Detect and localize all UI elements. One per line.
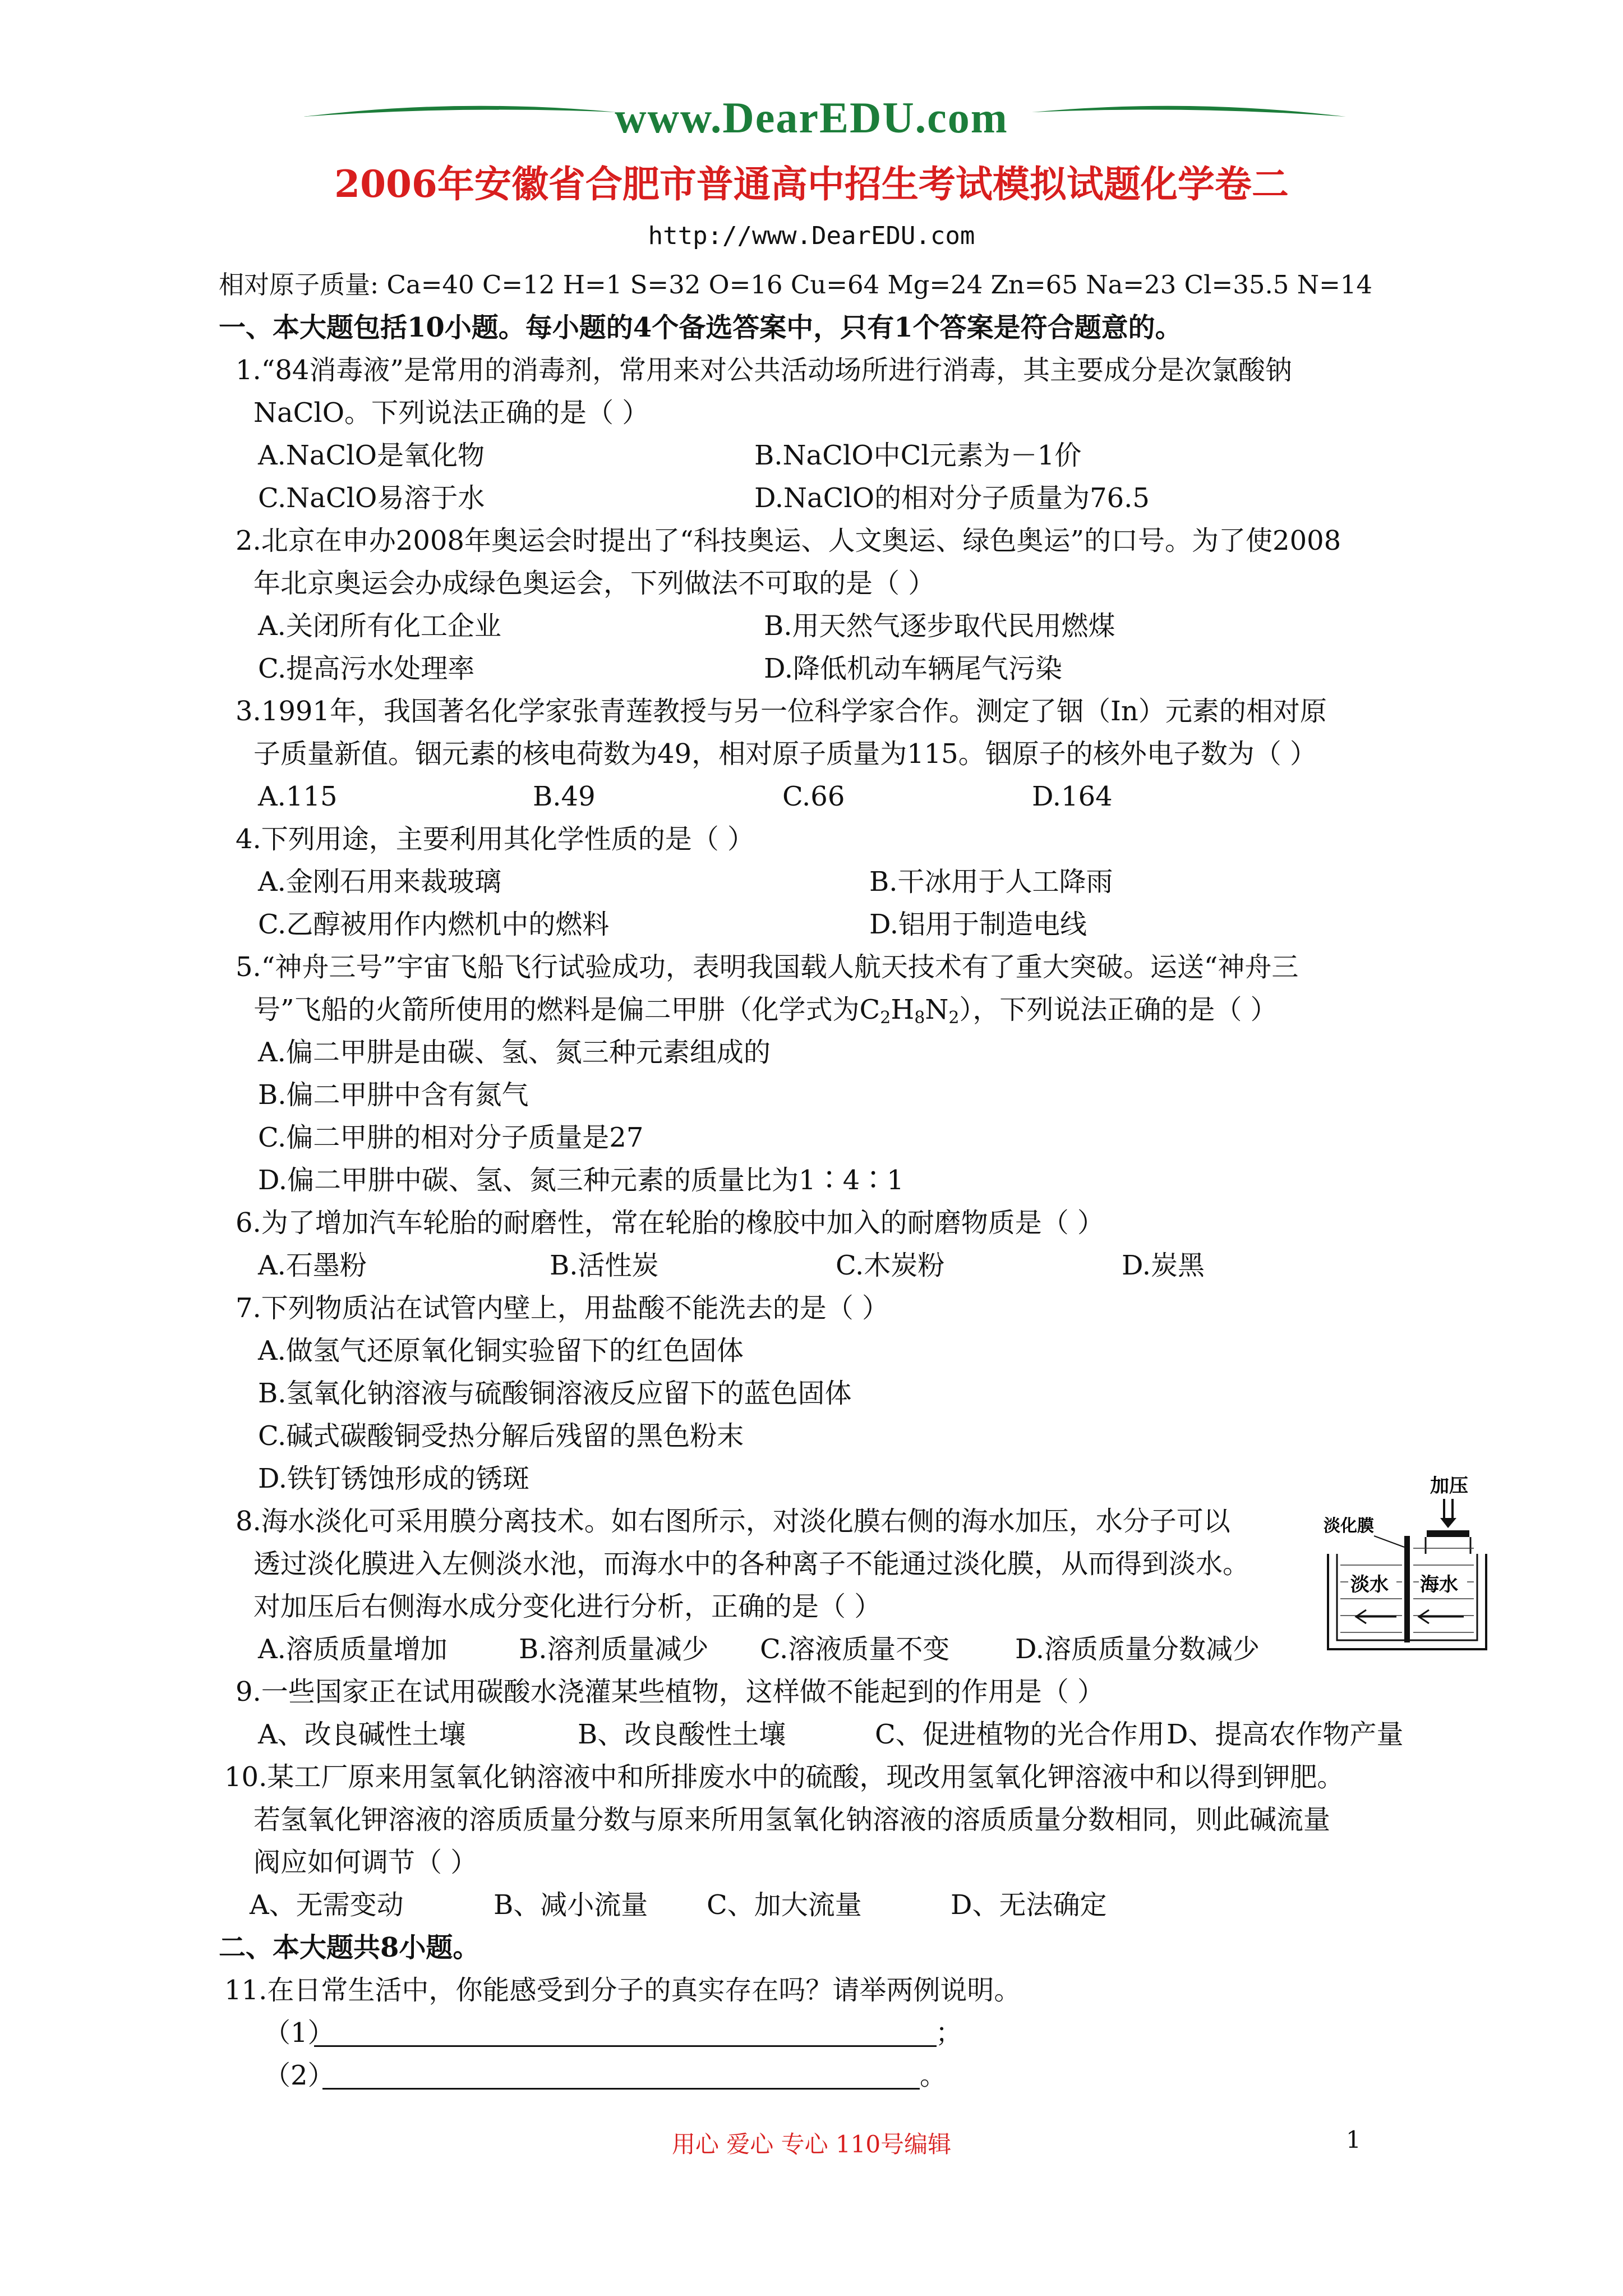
q1-line2: NaClO。下列说法正确的是（ ） xyxy=(253,397,649,429)
q7-option-a: A.做氢气还原氧化铜实验留下的红色固体 xyxy=(258,1335,744,1366)
formula-element: H xyxy=(891,994,915,1025)
q2-option-d: D.降低机动车辆尾气污染 xyxy=(764,653,1063,684)
q3-line1: 3.1991年，我国著名化学家张青莲教授与另一位科学家合作。测定了铟（In）元素的相对原 xyxy=(236,696,1327,727)
q7-option-b: B.氢氧化钠溶液与硫酸铜溶液反应留下的蓝色固体 xyxy=(258,1378,852,1409)
q6-option-b: B.活性炭 xyxy=(550,1250,659,1281)
section2-heading: 二、本大题共8小题。 xyxy=(219,1932,480,1963)
q5-line2 xyxy=(253,993,1278,1035)
q9-option-b: B、改良酸性土壤 xyxy=(578,1719,786,1750)
q4-option-c: C.乙醇被用作内燃机中的燃料 xyxy=(258,909,610,940)
q6-option-a: A.石墨粉 xyxy=(258,1250,367,1281)
q4-option-b: B.干冰用于人工降雨 xyxy=(869,866,1113,898)
sea-water-label: 海水 xyxy=(1420,1574,1458,1595)
q11-answer-blank-2[interactable] xyxy=(322,2088,920,2090)
q7-option-d: D.铁钉锈蚀形成的锈斑 xyxy=(258,1463,530,1494)
q1-option-b: B.NaClO中Cl元素为－1价 xyxy=(754,440,1082,471)
q5-option-c: C.偏二甲肼的相对分子质量是27 xyxy=(258,1122,644,1153)
q10-line1: 10.某工厂原来用氢氧化钠溶液中和所排废水中的硫酸，现改用氢氧化钾溶液中和以得到钾肥。 xyxy=(224,1761,1344,1793)
q6-option-c: C.木炭粉 xyxy=(836,1250,945,1281)
q11-blank1-label: （1） xyxy=(264,2017,335,2049)
q5-option-d: D.偏二甲肼中碳、氢、氮三种元素的质量比为1∶4∶1 xyxy=(258,1165,904,1196)
q5-option-b: B.偏二甲肼中含有氮气 xyxy=(258,1079,529,1111)
q5-line2-tail: ），下列说法正确的是（ ） xyxy=(959,994,1278,1025)
q3-option-a: A.115 xyxy=(258,781,338,812)
q10-option-a: A、无需变动 xyxy=(250,1889,404,1921)
q11-line1: 11.在日常生活中，你能感受到分子的真实存在吗？请举两例说明。 xyxy=(224,1975,1021,2006)
q3-option-c: C.66 xyxy=(782,781,845,812)
footer-text: 用心 爱心 专心 110号编辑 xyxy=(671,2131,952,2158)
q1-option-a: A.NaClO是氧化物 xyxy=(258,440,485,471)
q8-line3: 对加压后右侧海水成分变化进行分析，正确的是（ ） xyxy=(253,1591,882,1622)
site-banner: www.DearEDU.com xyxy=(615,93,1008,142)
q1-option-c: C.NaClO易溶于水 xyxy=(258,482,485,514)
q11-blank2-label: （2） xyxy=(264,2060,335,2091)
q6-line1: 6.为了增加汽车轮胎的耐磨性，常在轮胎的橡胶中加入的耐磨物质是（ ） xyxy=(236,1207,1105,1239)
section1-heading: 一、本大题包括10小题。每小题的4个备选答案中，只有1个答案是符合题意的。 xyxy=(219,312,1182,343)
q10-option-d: D、无法确定 xyxy=(951,1889,1107,1921)
q2-option-a: A.关闭所有化工企业 xyxy=(258,610,501,642)
q4-option-a: A.金刚石用来裁玻璃 xyxy=(258,866,501,898)
page-number: 1 xyxy=(1346,2126,1361,2154)
q1-line1: 1.“84消毒液”是常用的消毒剂，常用来对公共活动场所进行消毒，其主要成分是次氯酸钠 xyxy=(236,355,1292,386)
q9-option-d: D、提高农作物产量 xyxy=(1166,1719,1404,1750)
q4-line1: 4.下列用途，主要利用其化学性质的是（ ） xyxy=(236,823,755,855)
q2-option-c: C.提高污水处理率 xyxy=(258,653,475,684)
q5-line2-text: 号”飞船的火箭所使用的燃料是偏二甲肼（化学式为C xyxy=(253,994,880,1025)
q10-line2: 若氢氧化钾溶液的溶质质量分数与原来所用氢氧化钠溶液的溶质质量分数相同，则此碱流量 xyxy=(253,1804,1331,1835)
q11-answer-blank-1[interactable] xyxy=(314,2045,937,2047)
membrane-line xyxy=(1404,1536,1410,1642)
q10-line3: 阀应如何调节（ ） xyxy=(253,1847,478,1878)
atomic-masses: 相对原子质量: Ca=40 C=12 H=1 S=32 O=16 Cu=64 Mg=24 Zn=65 Na=23 Cl=35.5 N=14 xyxy=(219,270,1373,300)
formula-subscript: 8 xyxy=(914,1008,925,1028)
q8-option-b: B.溶剂质量减少 xyxy=(519,1634,709,1665)
q1-option-d: D.NaClO的相对分子质量为76.5 xyxy=(754,482,1150,514)
q11-blank1-end: ； xyxy=(935,2017,963,2049)
q6-option-d: D.炭黑 xyxy=(1122,1250,1205,1281)
q2-line2: 年北京奥运会办成绿色奥运会，下列做法不可取的是（ ） xyxy=(253,568,935,599)
q7-line1: 7.下列物质沾在试管内壁上，用盐酸不能洗去的是（ ） xyxy=(236,1292,889,1324)
pressure-label: 加压 xyxy=(1430,1475,1468,1497)
q3-option-b: B.49 xyxy=(533,781,596,812)
q3-line2: 子质量新值。铟元素的核电荷数为49，相对原子质量为115。铟原子的核外电子数为（ ） xyxy=(253,738,1317,770)
membrane-desalination-figure xyxy=(1324,1470,1492,1660)
q5-line1: 5.“神舟三号”宇宙飞船飞行试验成功，表明我国载人航天技术有了重大突破。运送“神舟三 xyxy=(236,951,1299,983)
q8-option-d: D.溶质质量分数减少 xyxy=(1015,1634,1260,1665)
document-title: 2006年安徽省合肥市普通高中招生考试模拟试题化学卷二 xyxy=(334,162,1289,206)
site-url[interactable]: http://www.DearEDU.com xyxy=(648,222,975,250)
q3-option-d: D.164 xyxy=(1032,781,1113,812)
pressure-arrow-icon xyxy=(1440,1499,1456,1528)
q7-option-c: C.碱式碳酸铜受热分解后残留的黑色粉末 xyxy=(258,1420,744,1452)
membrane-label: 淡化膜 xyxy=(1324,1517,1374,1535)
q10-option-c: C、加大流量 xyxy=(707,1889,862,1921)
q2-option-b: B.用天然气逐步取代民用燃煤 xyxy=(764,610,1115,642)
q8-line1: 8.海水淡化可采用膜分离技术。如右图所示，对淡化膜右侧的海水加压，水分子可以 xyxy=(236,1506,1230,1537)
q9-option-a: A、改良碱性土壤 xyxy=(258,1719,466,1750)
q4-option-d: D.铝用于制造电线 xyxy=(869,909,1087,940)
formula-subscript: 2 xyxy=(880,1008,891,1028)
q9-line1: 9.一些国家正在试用碳酸水浇灌某些植物，这样做不能起到的作用是（ ） xyxy=(236,1676,1105,1708)
fresh-water-label: 淡水 xyxy=(1350,1574,1389,1595)
q5-option-a: A.偏二甲肼是由碳、氢、氮三种元素组成的 xyxy=(258,1037,771,1068)
q11-blank2-end: 。 xyxy=(920,2060,947,2091)
q2-line1: 2.北京在申办2008年奥运会时提出了“科技奥运、人文奥运、绿色奥运”的口号。为了使2008 xyxy=(236,525,1341,556)
q8-option-c: C.溶液质量不变 xyxy=(760,1634,950,1665)
q8-line2: 透过淡化膜进入左侧淡水池，而海水中的各种离子不能通过淡化膜，从而得到淡水。 xyxy=(253,1548,1250,1580)
formula-subscript: 2 xyxy=(948,1008,960,1028)
q8-option-a: A.溶质质量增加 xyxy=(258,1634,448,1665)
q9-option-c: C、促进植物的光合作用 xyxy=(875,1719,1165,1750)
q10-option-b: B、减小流量 xyxy=(494,1889,648,1921)
banner-swoosh-right xyxy=(1032,101,1346,123)
formula-element: N xyxy=(925,994,949,1025)
